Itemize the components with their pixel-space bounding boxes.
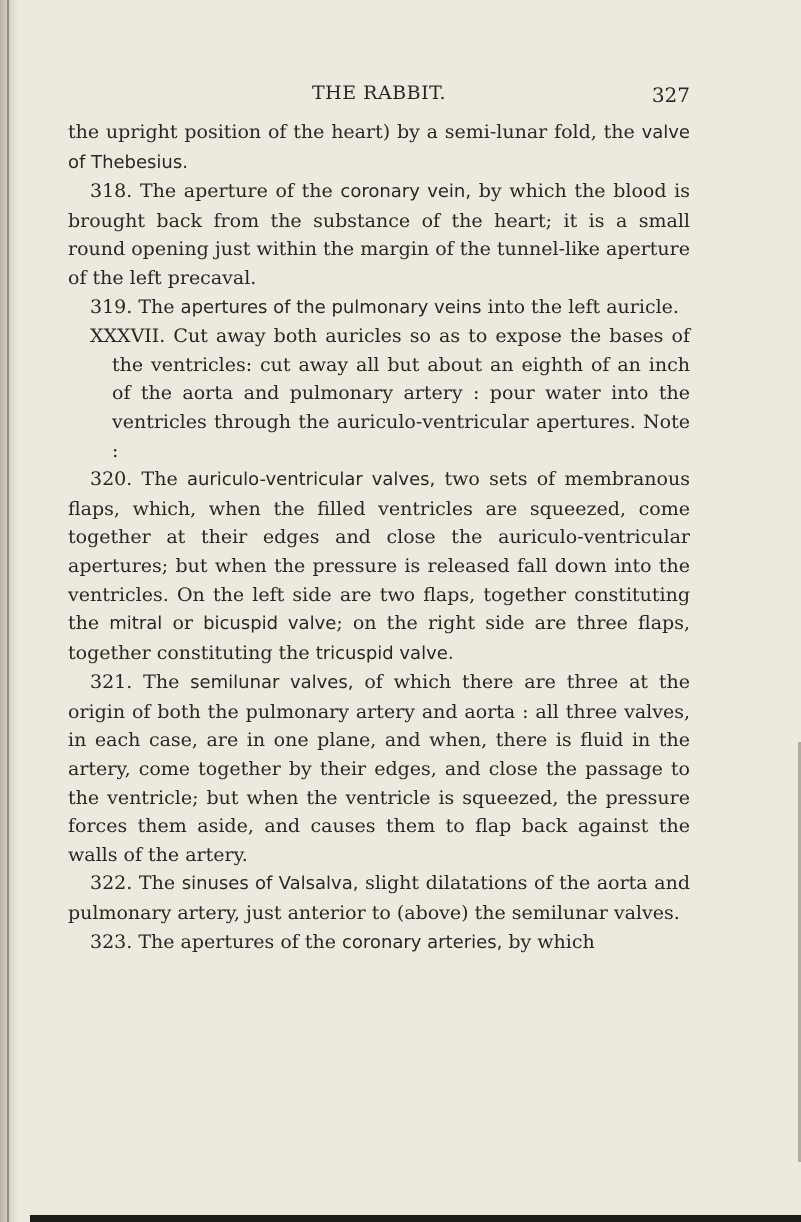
running-title: THE RABBIT. [311,82,447,104]
bold-term: coronary vein, [340,181,472,203]
text-run: into the left auricle. [481,295,679,318]
paragraph-p319 [68,293,690,323]
text-run: 318. The aperture of the [90,180,341,203]
paragraph-p323 [68,928,690,958]
bold-term: semilunar valves, [190,672,354,694]
paragraph-p320 [68,465,690,668]
text-run: XXXVII. Cut away both auricles so as to expose the bases of the ventricles: cut away all but about an eighth of an inch of the aorta and pulmonary artery : pour water into the ventricles through the auriculo-ventricular apertures. Note : [90,325,690,462]
bold-term: mitral [109,613,163,635]
text-run: or [162,612,204,635]
page-number: 327 [651,83,690,107]
bold-term: coronary arteries, [342,931,503,953]
bold-term: auriculo-ventricular valves, [186,469,436,491]
paragraph-cont [68,118,690,177]
bold-term: tricuspid valve. [315,642,454,664]
bold-term: sinuses of Valsalva, [181,873,359,895]
paragraph-p322 [68,869,690,927]
paragraph-p318 [68,177,690,292]
bold-term: apertures of the pulmonary veins [180,296,482,318]
text-run: of which there are three at the origin of both the pulmonary artery and aorta : all three valves, in each case, are in one plane, and when, there is fluid in the artery, come together by their edges, and close the passage to the ventricle; but when the ventricle is squeezed, the pressure forces them aside, and causes them to flap back against the walls of the artery. [68,671,690,866]
text-run: by which [502,930,595,953]
text-run: the upright position of the heart) by a semi-lunar fold, the [68,121,642,143]
text-run: by which the blood is brought back from the substance of the heart; it is a small round opening just within the margin of the tunnel-like aperture of the left precaval. [68,180,690,289]
text-run: 322. The [90,872,182,895]
page-bottom-edge [30,1215,801,1222]
page-body [68,118,690,957]
page-header [68,78,690,108]
text-run: 319. The [90,295,181,318]
page-edge-line [7,0,9,1222]
page-gutter-shadow [0,0,18,1222]
bold-term: bicuspid valve [203,613,337,635]
text-run: slight dilatations of the aorta and pulmonary artery, just anterior to (above) the semilunar valves. [68,872,690,925]
paragraph-p321 [68,668,690,869]
text-run: two sets of membranous flaps, which, when the filled ventricles are squeezed, come together at their edges and close the auriculo-ventricular apertures; but when the pressure is released fall down into the ventricles. On the left side are two flaps, together constituting the [68,468,690,635]
text-run: 323. The apertures of the [90,930,343,953]
text-run: ; on the right side are three flaps, together constituting the [68,612,690,664]
paragraph-pXXXVII [68,322,690,465]
bold-term: valve of Thebesius. [68,122,690,173]
text-run: 321. The [90,671,191,694]
text-run: 320. The [90,468,187,491]
